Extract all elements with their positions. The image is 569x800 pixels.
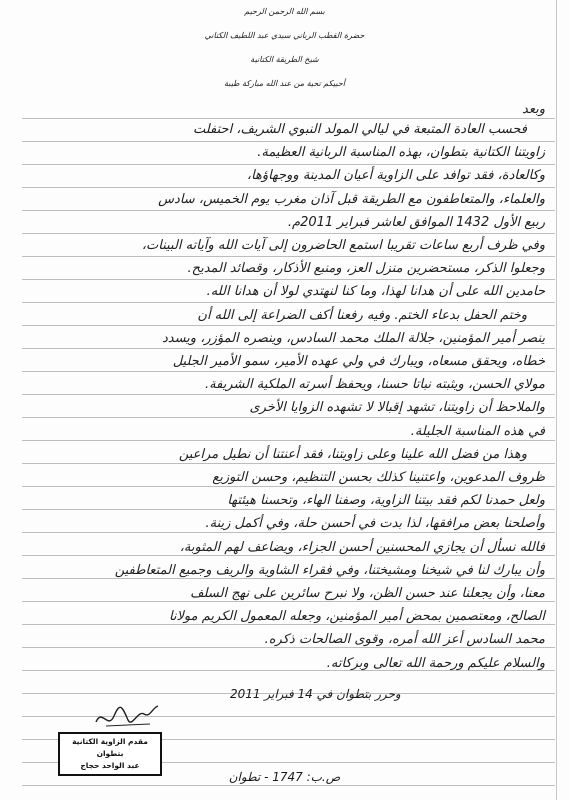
ruled-line [22,348,555,349]
stamp-line: بتطوان [96,749,124,758]
ruled-line [22,118,555,119]
stamp-line: عبد الواحد حجاج [80,761,140,770]
stamp-line: مقدم الزاوية الكتانية [72,737,148,746]
body-line: وختم الحفل بدعاء الختم. وفيه رفعنا أكف الضراعة إلى الله أن [197,307,527,323]
body-line: ربيع الأول 1432 الموافق لعاشر فبراير 2011م. [287,214,545,230]
date-place: وحرر بتطوان في 14 فبراير 2011 [230,687,401,701]
body-line: زاويتنا الكتانية بتطوان، بهذه المناسبة الربانية العظيمة. [257,145,545,161]
ruled-line [22,233,555,234]
margin-line [556,0,557,800]
addressee-title: شيخ الطريقة الكتانية [250,55,319,64]
basmala: بسم الله الرحمن الرحيم [244,7,325,16]
body-line: والسلام عليكم ورحمة الله تعالى وبركاته. [326,655,545,671]
ruled-line [22,164,555,165]
ruled-line [22,141,555,142]
addressee: حضرة القطب الرباني سيدي عبد اللطيف الكتاني [204,31,365,40]
ruled-line [22,785,555,786]
ruled-line [22,279,555,280]
body-line: ولعل حمدنا لكم فقد بيتنا الزاوية، وصفنا الهاء، وتحسنا هيئتها [227,493,545,509]
body-line: فحسب العادة المتبعة في ليالي المولد النبوي الشريف، احتفلت [192,122,527,137]
signature-image [92,700,162,734]
ruled-line [22,256,555,257]
body-line: وأن يبارك لنا في شيخنا ومشيختنا، وفي فقراء الشاوية والريف وجميع المتعاطفين [114,562,545,578]
body-line: وجعلوا الذكر، مستحضرين منزل العز، ومنبع الأذكار، وقصائد المديح. [187,261,545,277]
body-line: معنا، وأن يجعلنا عند حسن الظن، ولا نبرح سائرين على نهج السلف [190,586,545,601]
body-line: خطاه، ويحقق مسعاه، ويبارك في ولي عهده الأمير، سمو الأمير الجليل [172,354,545,369]
body-line: مولاي الحسن، ويثبته نباتا حسنا، ويحفظ أسرته الملكية الشريفة. [205,377,545,393]
body-line: وأصلحنا بعض مرافقها، لذا بدت في أحسن حلة، وفي أكمل زينة. [205,516,545,532]
ruled-line [22,210,555,211]
body-line: والملاحظ أن زاويتنا، تشهد إقبالا لا تشهده الزوايا الأخرى [249,400,545,416]
ruled-line [22,417,555,418]
greeting: أحييكم تحية من عند الله مباركة طيبة [223,79,346,88]
ruled-line [22,394,555,395]
body-line: وفي ظرف أربع ساعات تقريبا استمع الحاضرون إلى آيات الله وآياته البينات، [141,238,545,253]
body-line: والعلماء، والمتعاطفون مع الطريقة قبل آذان مغرب يوم الخميس، سادس [158,191,545,207]
body-line: حامدين الله على أن هدانا لهذا، وما كنا لنهتدي لولا أن هدانا الله. [206,284,545,300]
ruled-line [22,440,555,441]
body-line: وكالعادة، فقد توافد على الزاوية أعيان المدينة ووجهاؤها، [246,168,545,184]
ruled-line [22,371,555,372]
ruled-line [22,302,555,303]
body-line: ظروف المدعوين، واعتنينا كذلك بحسن التنظيم، وحسن التوزيع [212,470,545,485]
body-line: في هذه المناسبة الجليلة. [410,423,545,439]
ruled-line [22,325,555,326]
body-line: ينصر أمير المؤمنين، جلالة الملك محمد السادس، وينصره المؤزر، ويسدد [161,330,545,346]
ruled-line [22,463,555,464]
po-box: ص.ب: 1747 - تطوان [228,770,341,784]
body-line: الصالح، ومعتصمين بمحض أمير المؤمنين، وجعله المعمول الكريم مولانا [168,609,545,625]
ruled-line [22,187,555,188]
opening-word: وبعد [522,102,545,117]
body-line: فالله نسأل أن يجازي المحسنين أحسن الجزاء، ويضاعف لهم المثوبة، [179,539,545,555]
ruled-line [22,486,555,487]
body-line: محمد السادس أعز الله أمره، وقوى الصالحات ذكره. [264,632,545,648]
body-line: وهذا من فضل الله علينا وعلى زاويتنا، فقد أعنتنا أن نطيل مراعين [178,446,527,462]
